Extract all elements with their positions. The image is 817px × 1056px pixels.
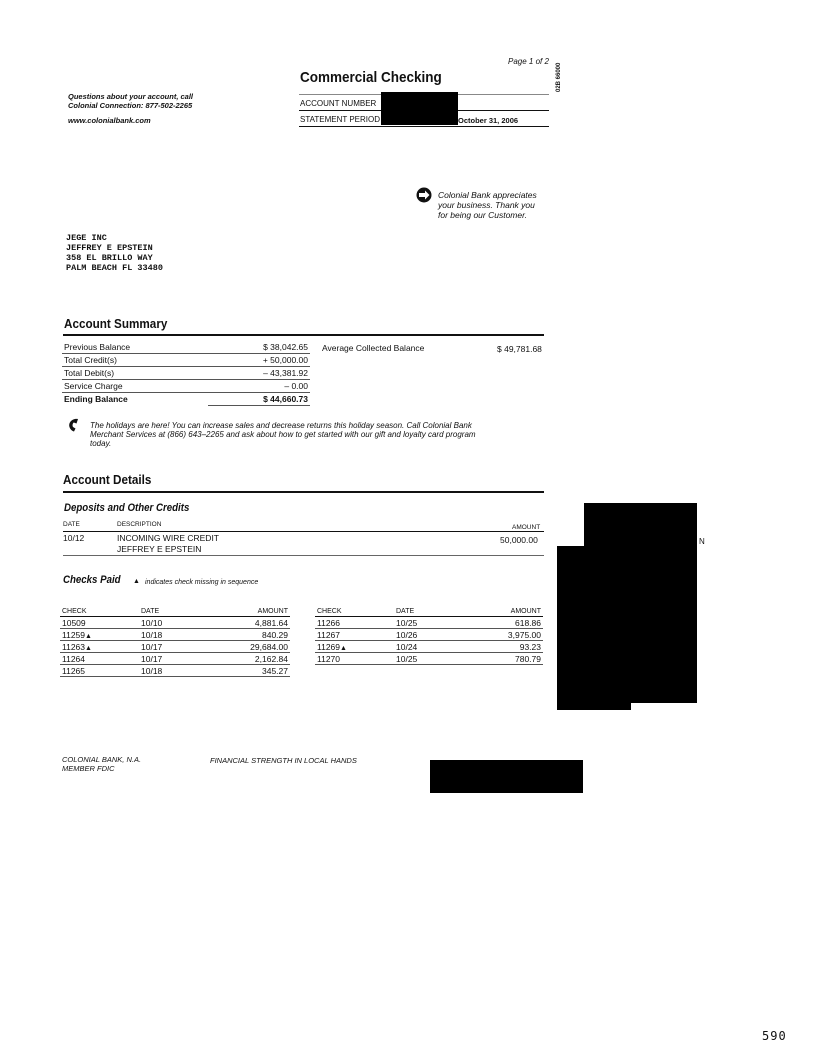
deposits-heading: Deposits and Other Credits: [64, 502, 190, 514]
promo-line2: Merchant Services at (866) 643–2265 and ask about how to get started with our gift and loyalty card program: [90, 430, 476, 439]
missing-marker: ▲: [85, 632, 92, 640]
side-redaction-main: [557, 546, 697, 703]
deposits-col-description: DESCRIPTION: [117, 521, 162, 528]
table-row: [315, 617, 543, 629]
check-date: 10/25: [394, 617, 468, 629]
account-summary-rule: [63, 334, 544, 336]
check-date: 10/17: [139, 641, 213, 653]
check-number: 11265: [62, 665, 86, 676]
footer-bank-name: COLONIAL BANK, N.A.: [62, 755, 142, 764]
summary-label: Total Debit(s): [62, 367, 208, 380]
contact-line2: Colonial Connection: 877-502-2265: [68, 101, 193, 110]
summary-value: $ 44,660.73: [208, 393, 310, 406]
appreciation-line1: Colonial Bank appreciates: [438, 190, 537, 200]
summary-row: [62, 341, 310, 354]
account-details-heading: Account Details: [63, 472, 152, 487]
check-amount: 618.86: [468, 617, 543, 629]
check-number: 10509: [62, 617, 86, 628]
check-date: 10/10: [139, 617, 213, 629]
side-redaction-bottom: [557, 700, 631, 710]
deposit-desc-line2: JEFFREY E EPSTEIN: [117, 544, 202, 554]
checks-table-left: [60, 606, 290, 677]
address-line1: JEGE INC: [66, 233, 107, 243]
checks-col-amount: AMOUNT: [213, 606, 290, 617]
table-row: [60, 665, 290, 677]
table-row: [315, 653, 543, 665]
summary-row: [62, 380, 310, 393]
address-line3: 358 EL BRILLO WAY: [66, 253, 153, 263]
deposits-col-date: DATE: [63, 521, 80, 528]
deposits-header-rule: [63, 531, 544, 532]
side-letter: N: [699, 537, 705, 546]
promo-line1: The holidays are here! You can increase sales and decrease returns this holiday season. Call Colonial Bank: [90, 421, 472, 430]
checks-header-row: [60, 606, 290, 617]
checks-col-amount: AMOUNT: [468, 606, 543, 617]
checks-col-check: CHECK: [60, 606, 139, 617]
bank-website: www.colonialbank.com: [68, 116, 151, 125]
summary-row: [62, 367, 310, 380]
address-line4: PALM BEACH FL 33480: [66, 263, 163, 273]
summary-label: Ending Balance: [64, 394, 128, 405]
account-number-label: ACCOUNT NUMBER: [300, 99, 377, 108]
address-line2: JEFFREY E EPSTEIN: [66, 243, 153, 253]
checks-note: indicates check missing in sequence: [145, 579, 259, 586]
summary-value: – 0.00: [208, 380, 310, 393]
check-number: 11266: [317, 617, 341, 628]
checks-header-row: [315, 606, 543, 617]
appreciation-line3: for being our Customer.: [438, 210, 527, 220]
checks-col-date: DATE: [139, 606, 213, 617]
summary-row: [62, 354, 310, 367]
check-date: 10/26: [394, 629, 468, 641]
page-label: Page 1 of 2: [508, 57, 549, 66]
check-number: 11269: [317, 641, 341, 652]
check-amount: 29,684.00: [213, 641, 290, 653]
check-number: 11264: [62, 653, 86, 664]
check-date: 10/24: [394, 641, 468, 653]
account-summary-table: [62, 341, 310, 406]
deposit-date: 10/12: [63, 533, 85, 543]
statement-title: Commercial Checking: [300, 69, 442, 86]
checks-heading: Checks Paid: [63, 574, 121, 586]
check-amount: 4,881.64: [213, 617, 290, 629]
check-number: 11259: [62, 629, 86, 640]
summary-label: Previous Balance: [62, 341, 208, 354]
account-summary-heading: Account Summary: [64, 316, 168, 331]
deposit-amount: 50,000.00: [500, 535, 538, 545]
summary-value: + 50,000.00: [208, 354, 310, 367]
check-date: 10/17: [139, 653, 213, 665]
table-row: [315, 641, 543, 653]
footer-slogan: FINANCIAL STRENGTH IN LOCAL HANDS: [210, 756, 357, 765]
missing-marker: ▲: [85, 644, 92, 652]
triangle-marker-icon: ▲: [133, 578, 140, 585]
check-amount: 840.29: [213, 629, 290, 641]
deposits-col-amount: AMOUNT: [512, 524, 541, 531]
average-balance-value: $ 49,781.68: [497, 344, 542, 354]
side-code: 02B 66000: [556, 62, 562, 92]
period-start-redaction: [385, 116, 458, 124]
checks-col-date: DATE: [394, 606, 468, 617]
missing-marker: ▲: [340, 644, 347, 652]
check-date: 10/18: [139, 665, 213, 677]
table-row: [60, 641, 290, 653]
phone-handset-icon: [67, 417, 83, 433]
check-number: 11267: [317, 629, 341, 640]
summary-row: [62, 393, 310, 406]
checks-table-right: [315, 606, 543, 665]
table-row: [315, 629, 543, 641]
summary-label: Total Credit(s): [62, 354, 208, 367]
check-amount: 93.23: [468, 641, 543, 653]
account-details-rule: [63, 491, 544, 493]
check-number: 11263: [62, 641, 86, 652]
check-number: 11270: [317, 653, 341, 664]
check-amount: 780.79: [468, 653, 543, 665]
average-balance-label: Average Collected Balance: [322, 343, 425, 353]
page-number: 590: [762, 1029, 787, 1043]
summary-value: $ 38,042.65: [208, 341, 310, 354]
table-row: [60, 629, 290, 641]
checks-col-check: CHECK: [315, 606, 394, 617]
contact-line1: Questions about your account, call: [68, 92, 194, 101]
check-amount: 2,162.84: [213, 653, 290, 665]
statement-period-rule: [299, 126, 549, 127]
deposit-desc-line1: INCOMING WIRE CREDIT: [117, 533, 219, 543]
check-amount: 345.27: [213, 665, 290, 677]
check-date: 10/18: [139, 629, 213, 641]
appreciation-line2: your business. Thank you: [438, 200, 535, 210]
arrow-circle-icon: [416, 187, 432, 203]
statement-period-end: October 31, 2006: [458, 116, 519, 125]
check-amount: 3,975.00: [468, 629, 543, 641]
summary-value: – 43,381.92: [208, 367, 310, 380]
table-row: [60, 653, 290, 665]
promo-line3: today.: [90, 439, 112, 448]
deposits-bottom-rule: [63, 555, 544, 556]
side-redaction-top: [584, 503, 697, 548]
summary-label: Service Charge: [62, 380, 208, 393]
footer-redaction: [430, 760, 583, 793]
footer-fdic: MEMBER FDIC: [62, 764, 115, 773]
check-date: 10/25: [394, 653, 468, 665]
statement-period-label: STATEMENT PERIOD: [300, 115, 381, 124]
table-row: [60, 617, 290, 629]
